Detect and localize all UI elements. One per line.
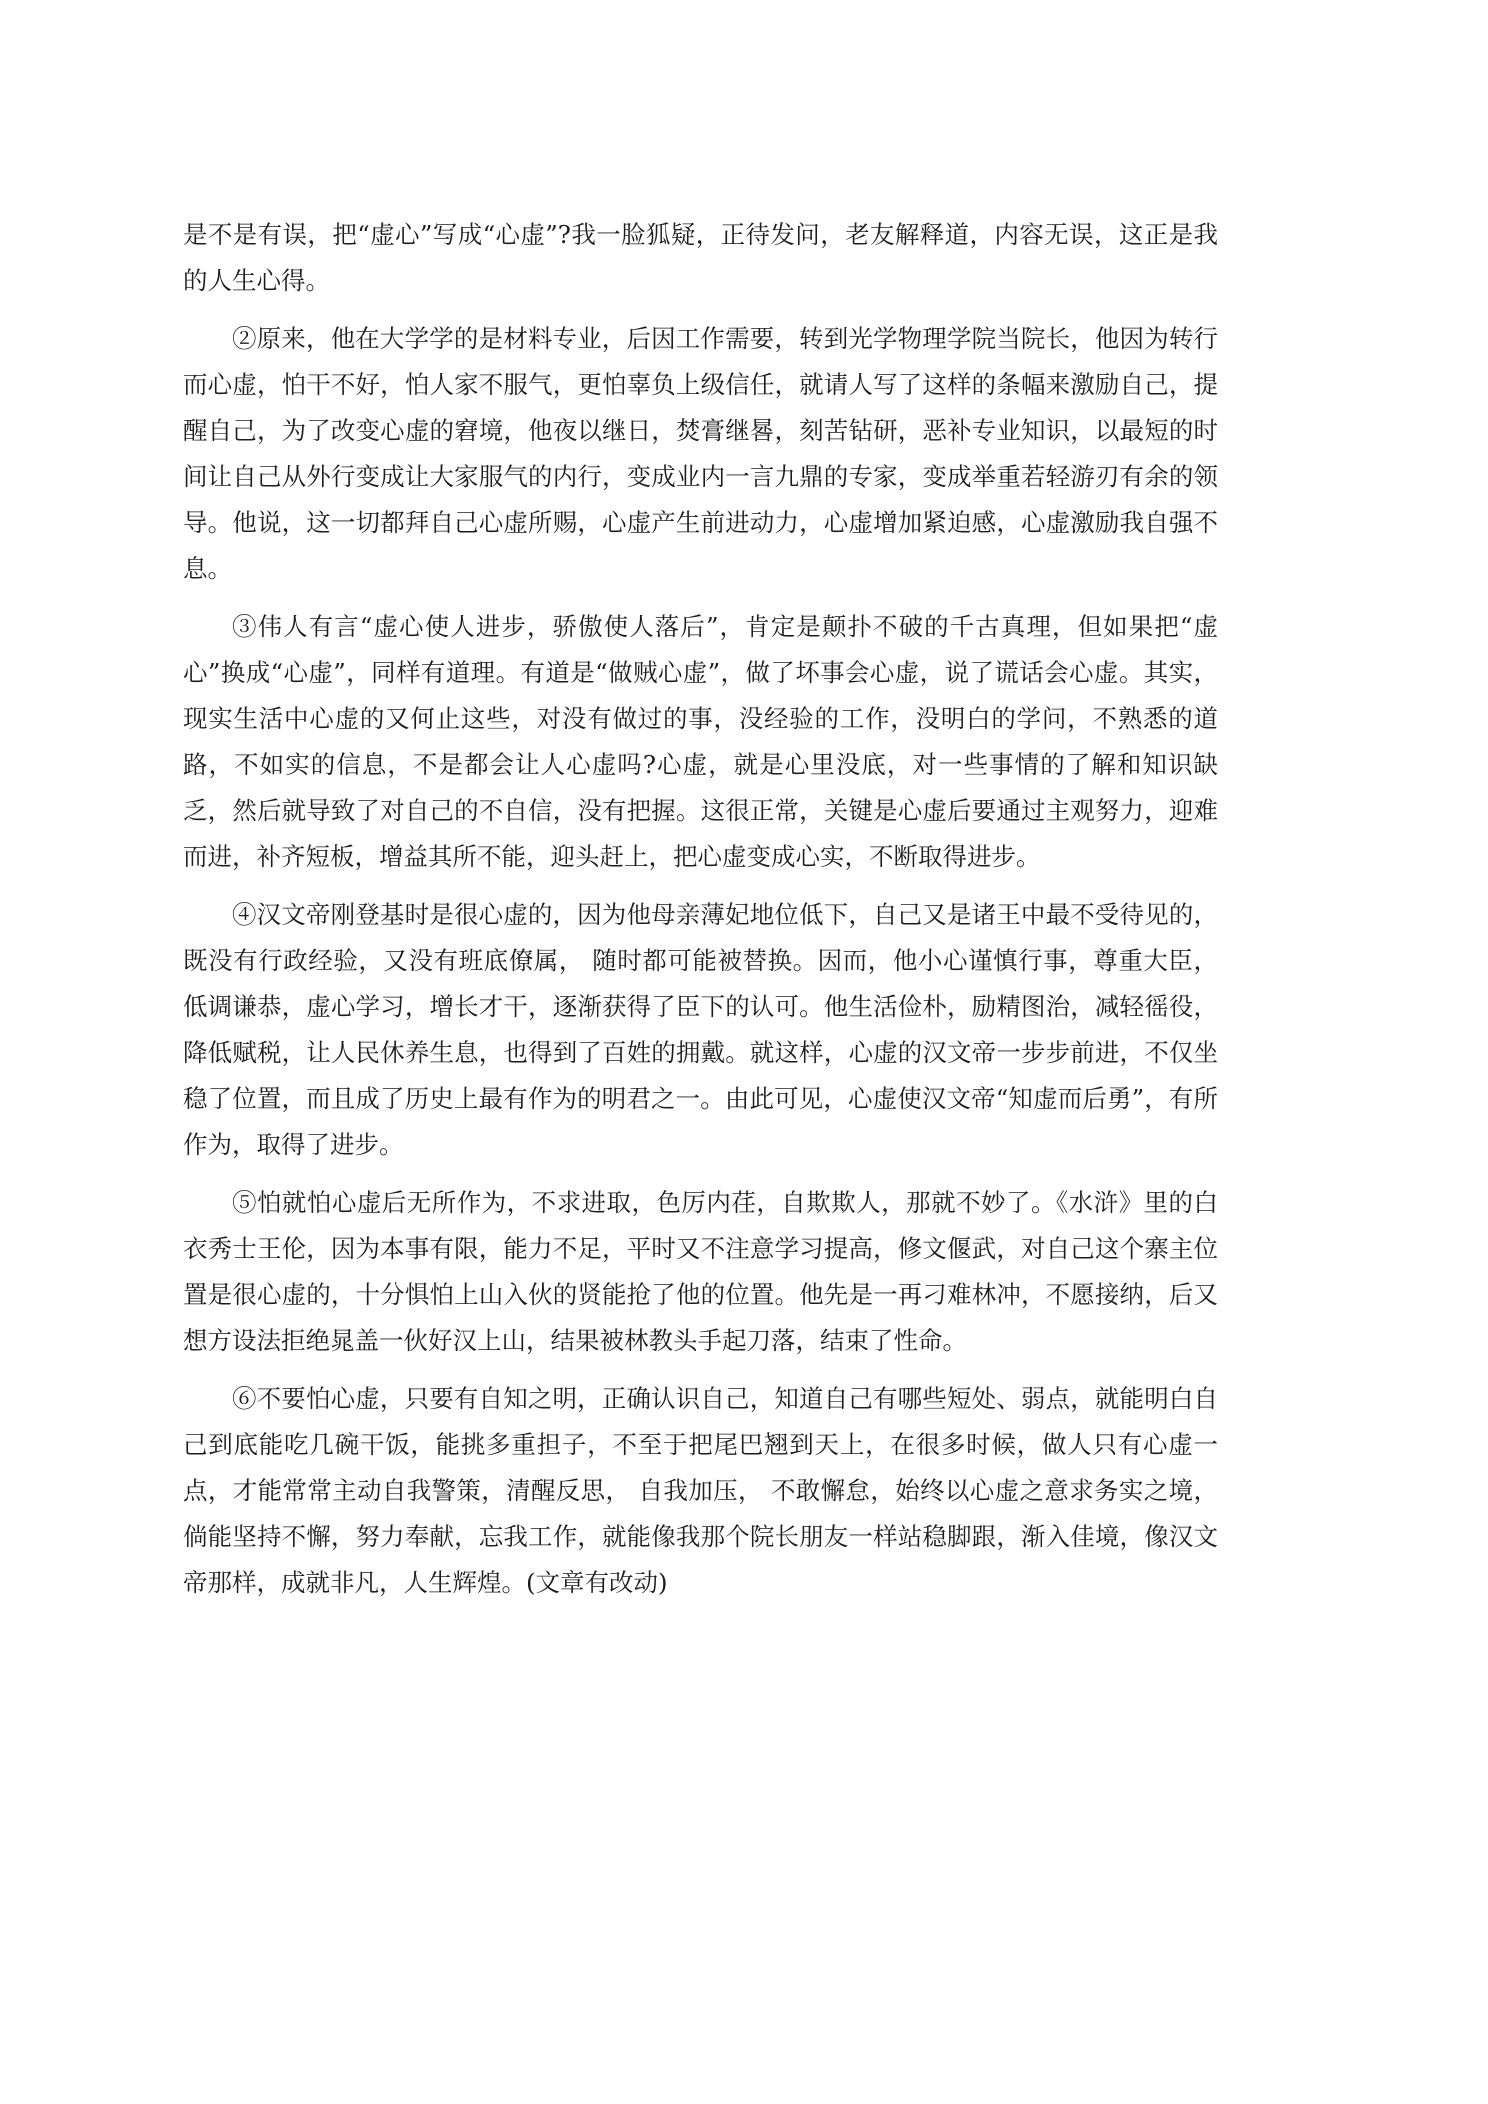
paragraph-2: ②原来，他在大学学的是材料专业，后因工作需要，转到光学物理学院当院长，他因为转行而心虚，怕干不好，怕人家不服气，更怕辜负上级信任，就请人写了这样的条幅来激励自己，提醒自己，为了改变心虚的窘境，他夜以继日，焚膏继晷，刻苦钻研，恶补专业知识，以最短的时间让自己从外行变成让大家服气的内行，变成业内一言九鼎的专家，变成举重若轻游刃有余的领导。他说，这一切都拜自己心虚所赐，心虚产生前进动力，心虚增加紧迫感，心虚激励我自强不息。 — [183, 324, 1218, 583]
paragraph-3: ③伟人有言“虚心使人进步，骄傲使人落后”，肯定是颠扑不破的千古真理，但如果把“虚心”换成“心虚”，同样有道理。有道是“做贼心虚”，做了坏事会心虚，说了谎话会心虚。其实，现实生活中心虚的又何止这些，对没有做过的事，没经验的工作，没明白的学问，不熟悉的道路，不如实的信息，不是都会让人心虚吗?心虚，就是心里没底，对一些事情的了解和知识缺乏，然后就导致了对自己的不自信，没有把握。这很正常，关键是心虚后要通过主观努力，迎难而进，补齐短板，增益其所不能，迎头赶上，把心虚变成心实，不断取得进步。 — [183, 612, 1218, 871]
paragraph-4: ④汉文帝刚登基时是很心虚的，因为他母亲薄妃地位低下，自己又是诸王中最不受待见的，既没有行政经验，又没有班底僚属， 随时都可能被替换。因而，他小心谨慎行事，尊重大臣，低调谦恭，虚心学习，增长才干，逐渐获得了臣下的认可。他生活俭朴，励精图治，减轻徭役，降低赋税，让人民休养生息，也得到了百姓的拥戴。就这样，心虚的汉文帝一步步前进，不仅坐稳了位置，而且成了历史上最有作为的明君之一。由此可见，心虚使汉文帝“知虚而后勇”，有所作为，取得了进步。 — [183, 900, 1218, 1159]
paragraph-5: ⑤怕就怕心虚后无所作为，不求进取，色厉内荏，自欺欺人，那就不妙了。《水浒》里的白衣秀士王伦，因为本事有限，能力不足，平时又不注意学习提高，修文偃武，对自己这个寨主位置是很心虚的，十分惧怕上山入伙的贤能抢了他的位置。他先是一再刁难林冲，不愿接纳，后又想方设法拒绝晁盖一伙好汉上山，结果被林教头手起刀落，结束了性命。 — [183, 1188, 1218, 1355]
article-body — [183, 212, 1218, 1618]
paragraph-6: ⑥不要怕心虚，只要有自知之明，正确认识自己，知道自己有哪些短处、弱点，就能明白自己到底能吃几碗干饭，能挑多重担子，不至于把尾巴翘到天上，在很多时候，做人只有心虚一点，才能常常主动自我警策，清醒反思， 自我加压， 不敢懈怠，始终以心虚之意求务实之境，倘能坚持不懈，努力奉献，忘我工作，就能像我那个院长朋友一样站稳脚跟，渐入佳境，像汉文帝那样，成就非凡，人生辉煌。(文章有改动) — [183, 1384, 1218, 1597]
paragraph-continuation: 是不是有误，把“虚心”写成“心虚”?我一脸狐疑，正待发问，老友解释道，内容无误，这正是我的人生心得。 — [183, 220, 1218, 295]
